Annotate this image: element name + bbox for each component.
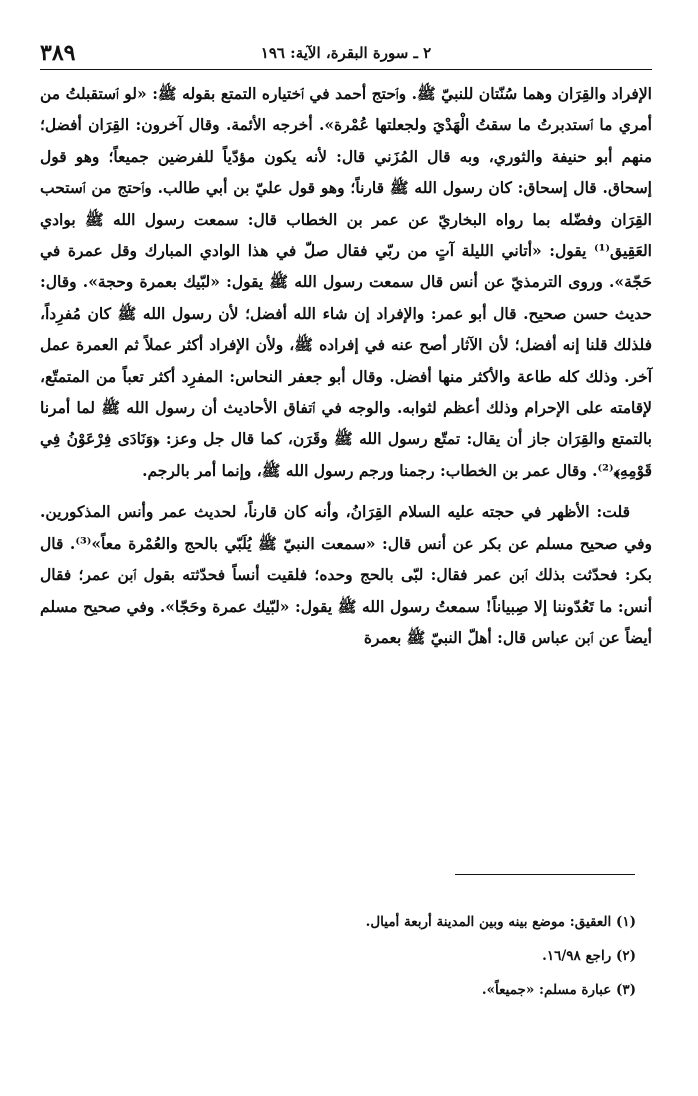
footnote-divider: [455, 874, 635, 875]
footnote-3: (٣) عبارة مسلم: «جميعاً».: [481, 982, 636, 998]
header-divider: [40, 69, 652, 70]
page-number: ٣٨٩: [40, 40, 76, 66]
main-text: [40, 78, 652, 653]
footnote-1: (١) العقيق: موضع بينه وبين المدينة أربعة أميال.: [365, 914, 636, 930]
page-header: [40, 38, 652, 68]
running-title: ٢ ـ سورة البقرة، الآية: ١٩٦: [260, 44, 432, 62]
paragraph-1: الإفراد والقِرَان وهما سُنّتان للنبيّ ﷺ. وٱحتج أحمد في ٱختياره التمتع بقوله ﷺ: «لو ٱستقبلتُ من أمري ما ٱستدبرتُ ما سقتُ الْهَدْيَ ولجعلتها عُمْرة». أخرجه الأئمة. وقال آخرون: القِرَان أفضل؛ منهم أبو حنيفة والثوري، وبه قال المُزَني قال: لأنه يكون مؤدّياً للفرضين جميعاً؛ وهو قول إسحاق. قال إسحاق: كان رسول الله ﷺ قارناً؛ وهو قول عليّ بن أبي طالب. وٱحتج من ٱستحب القِرَان وفضّله بما رواه البخاريّ عن عمر بن الخطاب قال: سمعت رسول الله ﷺ بوادي العَقِيق⁽¹⁾ يقول: «أتاني الليلة آتٍ من ربّي فقال صلّ في هذا الوادي المبارك وقل عمرة في حَجّة». وروى الترمذيّ عن أنس قال سمعت رسول الله ﷺ يقول: «لبّيك بعمرة وحجة». وقال: حديث حسن صحيح. قال أبو عمر: والإفراد إن شاء الله أفضل؛ لأن رسول الله ﷺ كان مُفرِداً، فلذلك قلنا إنه أفضل؛ لأن الآثار أصح عنه في إفراده ﷺ، ولأن الإفراد أكثر عملاً ثم العمرة عمل آخر. وذلك كله طاعة والأكثر منها أفضل. وقال أبو جعفر النحاس: المفرِد أكثر تعباً من المتمتّع، لإقامته على الإحرام وذلك أعظم لثوابه. والوجه في ٱتفاق الأحاديث أن رسول الله ﷺ لما أمرنا بالتمتع والقِرَان جاز أن يقال: تمتّع رسول الله ﷺ وقَرَن، كما قال جل وعز: ﴿وَنَادَى فِرْعَوْنُ فِي قَوْمِهِ﴾⁽²⁾. وقال عمر بن الخطاب: رجمنا ورجم رسول الله ﷺ، وإنما أمر بالرجم.: [40, 84, 652, 480]
footnotes: [40, 912, 636, 1014]
footnote-2: (٢) راجع ١٦/٩٨.: [542, 948, 636, 964]
paragraph-2: قلت: الأظهر في حجته عليه السلام القِرَانُ، وأنه كان قارناً، لحديث عمر وأنس المذكورين. وفي صحيح مسلم عن بكر عن أنس قال: «سمعت النبيّ ﷺ يُلَبّي بالحج والعُمْرة معاً»⁽³⁾. قال بكر: فحدّثت بذلك ٱبن عمر فقال: لبّى بالحج وحده؛ فلقيت أنساً فحدّثته بقول ٱبن عمر؛ فقال أنس: ما تَعُدّوننا إلا صِبياناً! سمعتُ رسول الله ﷺ يقول: «لبّيك عمرة وحَجّا». وفي صحيح مسلم أيضاً عن ٱبن عباس قال: أهلّ النبيّ ﷺ بعمرة: [40, 502, 652, 647]
